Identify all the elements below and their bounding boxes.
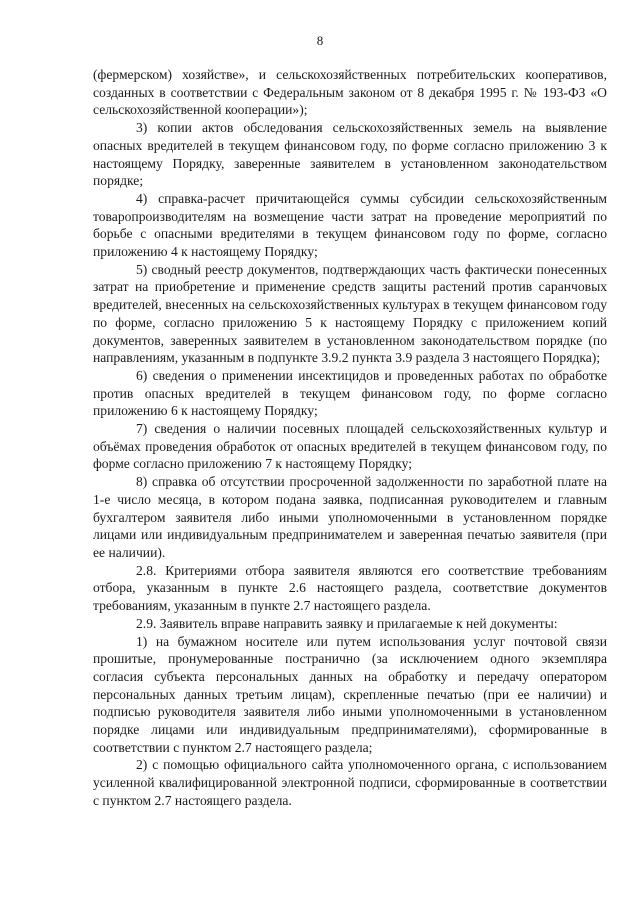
page-number: 8: [316, 33, 324, 48]
document-body: [93, 66, 607, 810]
paragraph: 7) сведения о наличии посевных площадей сельскохозяйственных культур и объёмах проведения обработок от опасных вредителей в текущем финансовом году, по форме согласно приложению 7 к настоящему Порядку;: [93, 421, 607, 472]
paragraph: 2) с помощью официального сайта уполномоченного органа, с использованием усиленной квалифицированной электронной подписи, сформированные в соответствии с пунктом 2.7 настоящего раздела.: [93, 757, 607, 808]
paragraph: 3) копии актов обследования сельскохозяйственных земель на выявление опасных вредителей в текущем финансовом году, по форме согласно приложению 3 к настоящему Порядку, заверенные заявителем в установленном законодательством порядке;: [93, 120, 607, 189]
paragraph: 5) сводный реестр документов, подтверждающих часть фактически понесенных затрат на приобретение и применение средств защиты растений против саранчовых вредителей, внесенных на сельскохозяйственных культурах в текущем финансовом году по форме, согласно приложению 5 к настоящему Порядку с приложением копий документов, заверенных заявителем в установленном законодательством порядке (по направлениям, указанным в подпункте 3.9.2 пункта 3.9 раздела 3 настоящего Порядка);: [93, 261, 607, 366]
paragraph: 2.8. Критериями отбора заявителя являются его соответствие требованиям отбора, указанным в пункте 2.6 настоящего раздела, соответствие документов требованиям, указанным в пункте 2.7 настоящего раздела.: [93, 562, 607, 614]
paragraph: 4) справка-расчет причитающейся суммы субсидии сельскохозяйственным товаропроизводителям на возмещение части затрат на проведение мероприятий по борьбе с опасными вредителями в текущем финансовом году по форме, согласно приложению 4 к настоящему Порядку;: [93, 190, 607, 260]
paragraph: (фермерском) хозяйстве», и сельскохозяйственных потребительских кооперативов, созданных в соответствии с Федеральным законом от 8 декабря 1995 г. № 193-ФЗ «О сельскохозяйственной кооперации»);: [93, 67, 607, 118]
paragraph: 2.9. Заявитель вправе направить заявку и прилагаемые к ней документы:: [136, 615, 558, 631]
paragraph: 6) сведения о применении инсектицидов и проведенных работах по обработке против опасных вредителей в текущем финансовом году, по форме согласно приложению 6 к настоящему Порядку;: [93, 367, 607, 419]
paragraph: 1) на бумажном носителе или путем использования услуг почтовой связи прошитые, пронумерованные постранично (за исключением одного экземпляра согласия субъекта персональных данных на обработку и передачу оператором персональных данных третьим лицам), скрепленные печатью (при ее наличии) и подписью руководителя заявителя либо иными уполномоченными в установленном порядке лицами или индивидуальным предпринимателями), сформированные в соответствии с пунктом 2.7 настоящего раздела;: [93, 633, 607, 755]
paragraph: 8) справка об отсутствии просроченной задолженности по заработной плате на 1-е число месяца, в котором подана заявка, подписанная руководителем и главным бухгалтером заявителя либо иными уполномоченными в установленном порядке лицами или индивидуальным предпринимателем и заверенная печатью заявителя (при ее наличии).: [93, 474, 607, 560]
